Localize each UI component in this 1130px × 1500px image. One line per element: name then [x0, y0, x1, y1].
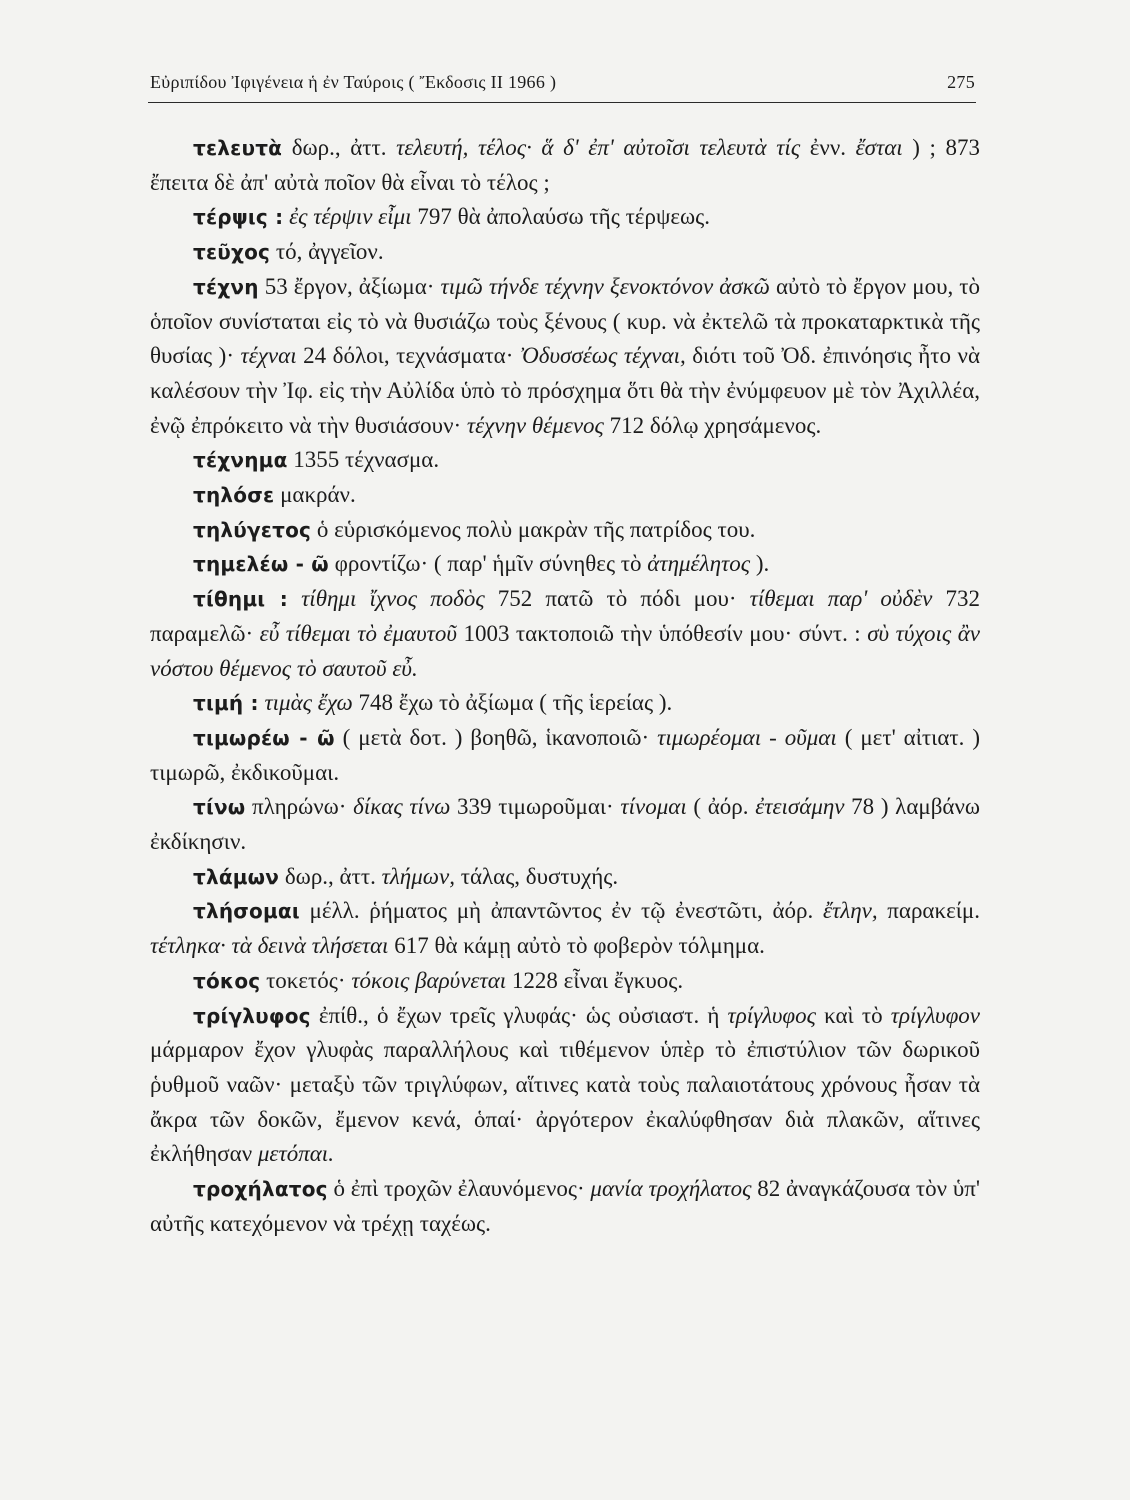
entry-citation: τρίγλυφος — [727, 1002, 816, 1028]
entry-headword: τέχνημα — [193, 448, 288, 473]
entry-definition: ( μετ' αἰτιατ. ) τιμωρῶ, ἐκδικοῦμαι. — [150, 724, 980, 785]
entry-definition: 712 δόλῳ χρησάμενος. — [603, 412, 822, 438]
entry-headword: τιμή : — [193, 691, 259, 716]
entry-citation: τίθεμαι παρ' οὐδὲν — [749, 586, 933, 612]
glossary-entry — [150, 235, 980, 270]
entry-definition: 1355 τέχνασμα. — [287, 447, 440, 473]
entry-headword: τηλόσε — [193, 483, 275, 508]
entry-headword: τέχνη — [193, 274, 259, 299]
entry-citation: ἔσται — [855, 135, 903, 160]
glossary-entry — [150, 964, 980, 999]
page-number: 275 — [947, 72, 975, 92]
entry-citation: ἐς τέρψιν εἶμι — [289, 204, 412, 230]
glossary-entry — [150, 547, 980, 582]
entry-definition: 24 δόλοι, τεχνάσματα· — [296, 343, 520, 369]
entry-definition: διότι τοῦ Ὀδ. ἐπινόησις ἦτο νὰ καλέσουν τὴν Ἰφ. εἰς τὴν Αὐλίδα ὑπὸ τὸ πρόσχημα ὅτι θὰ τὴν ἐνύμφευον μὲ τὸν Ἀχιλλέα, ἐνῷ ἐπρόκειτο νὰ τὴν θυσιάσουν· — [150, 343, 981, 438]
entry-headword: τίθημι : — [193, 587, 288, 612]
entry-citation: τιμῶ τήνδε τέχνην ξενοκτόνον ἀσκῶ — [440, 273, 770, 299]
entry-definition: πληρώνω· — [245, 794, 354, 820]
entry-citation: τέτληκα· τὰ δεινὰ τλήσεται — [150, 933, 389, 959]
glossary-entry — [150, 894, 980, 963]
entry-definition: αὐτὸ τὸ ἔργον μου, τὸ ὁποῖον συνίσταται εἰς τὸ νὰ θυσιάζω τοὺς ξένους ( κυρ. νὰ ἐκτελῶ τὰ προκαταρκτικὰ τῆς θυσίας )· — [150, 273, 980, 369]
entry-headword: τρίγλυφος — [193, 1003, 311, 1028]
glossary-entry — [150, 721, 980, 790]
entry-citation: εὖ τίθεμαι τὸ ἐμαυτοῦ — [259, 620, 457, 646]
entry-definition: τοκετός· — [260, 967, 352, 993]
glossary-entry — [150, 270, 980, 444]
entry-definition: 1228 εἶναι ἔγκυος. — [506, 967, 684, 993]
glossary-entry — [150, 860, 980, 895]
entry-definition: παρακείμ. — [877, 898, 980, 924]
entry-definition: δωρ., ἀττ. — [279, 863, 382, 889]
glossary-entry — [150, 999, 980, 1173]
entry-definition: μακράν. — [274, 482, 356, 508]
glossary-entry — [150, 582, 980, 686]
entry-definition: 78 ) λαμβάνω ἐκδίκησιν. — [150, 794, 981, 855]
entry-definition: 53 ἔργον, ἀξίωμα· — [258, 273, 441, 299]
entry-citation: σὺ τύχοις ἂν νόστου θέμενος τὸ σαυτοῦ εὖ. — [150, 620, 981, 681]
entry-citation: τιμωρέομαι - οῦμαι — [657, 724, 837, 750]
entry-citation: τέχναι — [240, 343, 297, 369]
entry-citation: Ὀδυσσέως τέχναι, — [519, 343, 686, 369]
entry-headword: τεῦχος — [193, 240, 271, 265]
entry-headword: τέρψις : — [193, 205, 284, 230]
glossary-entry — [150, 443, 980, 478]
entry-definition: 339 τιμωροῦμαι· — [450, 794, 621, 820]
glossary-entry — [150, 686, 980, 721]
entry-definition: ( ἀόρ. — [686, 794, 756, 820]
entry-definition: 748 ἔχω τὸ ἀξίωμα ( τῆς ἱερείας ). — [352, 690, 673, 716]
entry-headword: τροχήλατος — [193, 1177, 328, 1202]
entry-citation: τελευτή, τέλος· ἅ δ' ἐπ' αὐτοῖσι τελευτὰ τίς — [396, 135, 801, 160]
entry-headword: τηλύγετος — [193, 517, 312, 542]
glossary-entry — [150, 790, 980, 859]
entry-definition: ἐνν. — [800, 135, 856, 160]
header-rule — [148, 102, 976, 103]
entry-citation: τίθημι ἴχνος ποδὸς — [301, 586, 485, 612]
entry-citation: τίνομαι — [620, 794, 687, 820]
entry-citation: τρίγλυφον — [890, 1002, 981, 1028]
glossary-entry — [150, 478, 980, 513]
running-header — [150, 72, 975, 102]
entry-definition: ὁ ἐπὶ τροχῶν ἐλαυνόμενος· — [327, 1176, 591, 1202]
entry-definition: ( μετὰ δοτ. ) βοηθῶ, ἱκανοποιῶ· — [334, 724, 658, 750]
entry-citation: τέχνην θέμενος — [466, 412, 604, 438]
entry-citation: δίκας τίνω — [353, 794, 451, 820]
entry-citation: τιμὰς ἔχω — [264, 690, 353, 716]
entry-definition: τάλας, δυστυχής. — [454, 863, 619, 889]
glossary-entry — [150, 200, 980, 235]
entry-citation: ἀτημέλητος — [647, 551, 751, 577]
entry-headword: τιμωρέω - ῶ — [193, 725, 335, 750]
entry-definition: μάρμαρον ἔχον γλυφὰς παραλλήλους καὶ τιθέμενον ὑπὲρ τὸ ἐπιστύλιον τῶν δωρικοῦ ῥυθμοῦ ναῶν· μεταξὺ τῶν τριγλύφων, αἵτινες κατὰ τοὺς παλαιοτάτους χρόνους ἦσαν τὰ ἄκρα τῶν δοκῶν, ἔμενον κενά, ὁπαί· ἀργότερον ἐκαλύφθησαν διὰ πλακῶν, αἵτινες ἐκλήθησαν — [150, 1037, 980, 1167]
entry-headword: τελευτὰ — [193, 136, 283, 160]
glossary-entry — [150, 513, 980, 548]
glossary-entry — [150, 131, 980, 200]
entry-definition: 617 θὰ κάμῃ αὐτὸ τὸ φοβερὸν τόλμημα. — [388, 933, 765, 959]
entry-definition: φροντίζω· ( παρ' ἡμῖν σύνηθες τὸ — [328, 551, 648, 577]
glossary-entry — [150, 1172, 980, 1241]
entry-definition: δωρ., ἀττ. — [282, 135, 397, 160]
entry-definition: 1003 τακτοποιῶ τὴν ὑπόθεσίν μου· σύντ. : — [456, 620, 868, 646]
entry-citation: μετόπαι. — [257, 1141, 334, 1167]
entry-headword: τλήσομαι — [193, 899, 300, 924]
entry-headword: τόκος — [193, 968, 261, 993]
entry-definition — [288, 586, 301, 611]
entry-citation: τόκοις βαρύνεται — [351, 967, 507, 993]
header-title: Εὐριπίδου Ἰφιγένεια ἡ ἐν Ταύροις ( Ἔκδοσις ΙΙ 1966 ) — [150, 72, 557, 92]
entry-definition: 82 ἀναγκάζουσα τὸν ὑπ' αὐτῆς κατεχόμενον νὰ τρέχῃ ταχέως. — [150, 1176, 980, 1236]
entry-citation: τλήμων, — [381, 863, 455, 889]
entry-definition: καὶ τὸ — [815, 1002, 891, 1028]
glossary-entries — [150, 131, 980, 1242]
entry-definition: 797 θὰ ἀπολαύσω τῆς τέρψεως. — [411, 204, 710, 230]
entry-definition: μέλλ. ῥήματος μὴ ἀπαντῶντος ἐν τῷ ἐνεστῶτι, ἀόρ. — [299, 898, 823, 924]
entry-definition: ). — [750, 551, 770, 577]
entry-citation: μανία τροχήλατος — [590, 1176, 752, 1202]
entry-definition: ) ; 873 ἔπειτα δὲ ἀπ' αὐτὰ ποῖον θὰ εἶναι τὸ τέλος ; — [150, 135, 980, 195]
entry-definition: τό, ἀγγεῖον. — [270, 239, 384, 265]
entry-headword: τλάμων — [193, 864, 280, 889]
entry-headword: τίνω — [193, 795, 246, 820]
entry-definition: ἐπίθ., ὁ ἔχων τρεῖς γλυφάς· ὡς οὐσιαστ. ἡ — [310, 1002, 728, 1028]
entry-citation: ἔτλην, — [822, 898, 878, 924]
entry-headword: τημελέω - ῶ — [193, 552, 329, 577]
entry-definition: 732 παραμελῶ· — [150, 586, 980, 646]
entry-definition: ὁ εὑρισκόμενος πολὺ μακρὰν τῆς πατρίδος του. — [311, 516, 756, 542]
entry-definition: 752 πατῶ τὸ πόδι μου· — [484, 586, 750, 612]
entry-citation: ἐτεισάμην — [755, 794, 845, 820]
